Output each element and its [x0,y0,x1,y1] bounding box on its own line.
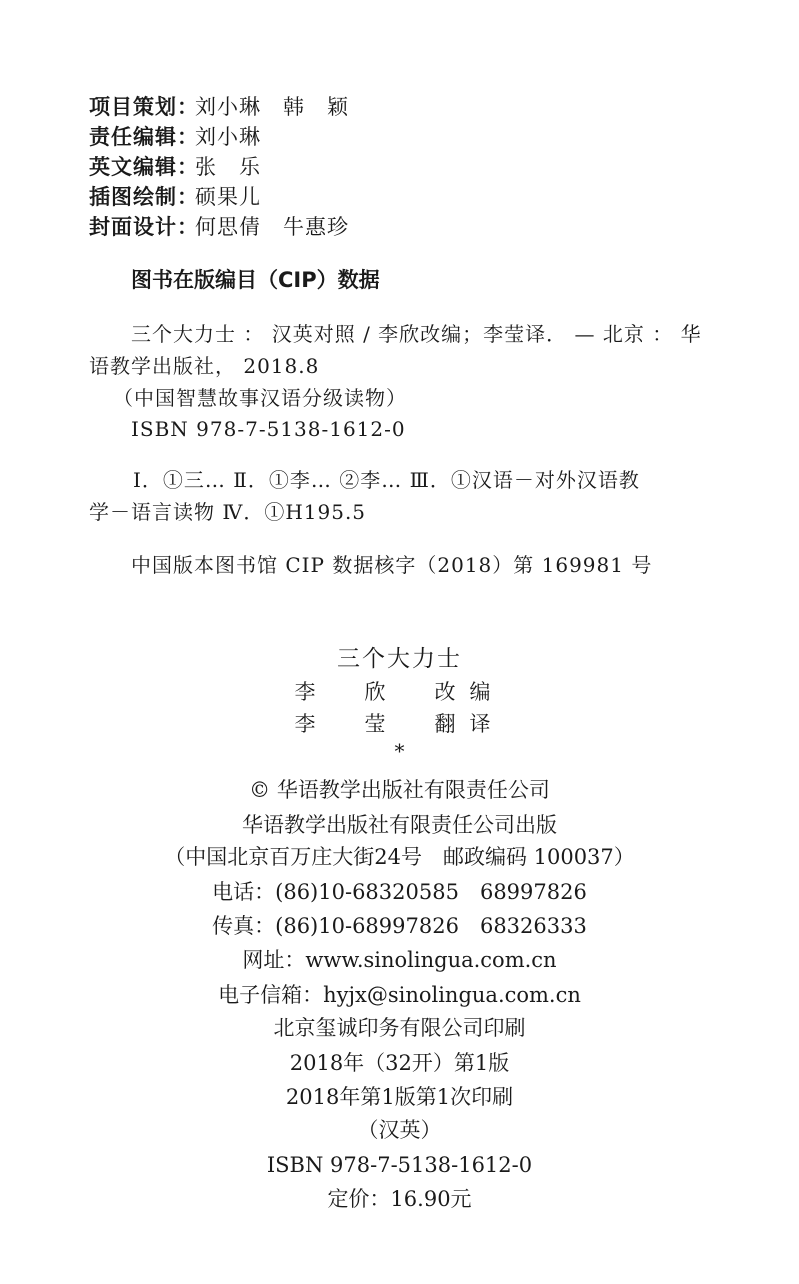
credits-list [89,92,349,242]
credit-label: 封面设计 [89,215,177,239]
cip-line-isbn: ISBN 978-7-5138-1612-0 [131,417,406,441]
cip-heading: 图书在版编目（CIP）数据 [131,268,380,292]
publisher-line: 华语教学出版社有限责任公司出版 [242,813,557,837]
cip-line-classification-cont: 学－语言读物 Ⅳ．①H195.5 [89,500,367,524]
website-line: 网址：www.sinolingua.com.cn [242,948,557,972]
credit-value: 张 乐 [195,155,261,179]
credit-value: 何思倩 牛惠珍 [195,215,349,239]
isbn-line: ISBN 978-7-5138-1612-0 [266,1153,533,1177]
credit-value: 硕果儿 [195,185,261,209]
translator-credit: 李 莹 翻译 [294,712,505,736]
copyright-line: © 华语教学出版社有限责任公司 [249,778,550,802]
credit-value: 刘小琳 韩 颖 [195,95,349,119]
printing-line: 2018年第1版第1次印刷 [285,1085,514,1109]
book-title: 三个大力士 [337,646,462,672]
language-line: （汉英） [357,1118,442,1142]
cip-line-bibliographic: 三个大力士 ： 汉英对照 / 李欣改编；李莹译． — 北京 ： 华 [131,322,702,346]
credit-separator: ： [177,185,198,209]
adapter-credit: 李 欣 改编 [294,680,505,704]
cip-line-classification: Ⅰ．①三… Ⅱ．①李… ②李… Ⅲ．①汉语－对外汉语教 [133,468,640,492]
separator-asterisk: * [394,739,405,763]
format-line: 2018年（32开）第1版 [289,1051,510,1075]
printer-line: 北京玺诚印务有限公司印刷 [273,1016,526,1040]
credit-row-planning [89,92,349,122]
credit-separator: ： [177,215,198,239]
credit-label: 插图绘制 [89,185,177,209]
credit-row-editor [89,122,349,152]
credit-label: 项目策划 [89,95,177,119]
credit-separator: ： [177,125,198,149]
price-line: 定价：16.90元 [327,1187,472,1211]
fax-line: 传真：(86)10-68997826 68326333 [212,914,587,938]
credit-label: 责任编辑 [89,125,177,149]
cip-line-record-number: 中国版本图书馆 CIP 数据核字（2018）第 169981 号 [131,553,653,577]
phone-line: 电话：(86)10-68320585 68997826 [212,880,587,904]
credit-separator: ： [177,95,198,119]
credit-label: 英文编辑 [89,155,177,179]
email-line: 电子信箱：hyjx@sinolingua.com.cn [218,983,581,1007]
cip-line-bibliographic-cont: 语教学出版社， 2018.8 [89,354,320,378]
credit-row-cover-design [89,212,349,242]
credit-separator: ： [177,155,198,179]
address-line: （中国北京百万庄大街24号 邮政编码 100037） [164,845,635,869]
credit-value: 刘小琳 [195,125,261,149]
cip-line-series: （中国智慧故事汉语分级读物） [113,386,407,410]
credit-row-english-editor [89,152,349,182]
credit-row-illustration [89,182,349,212]
